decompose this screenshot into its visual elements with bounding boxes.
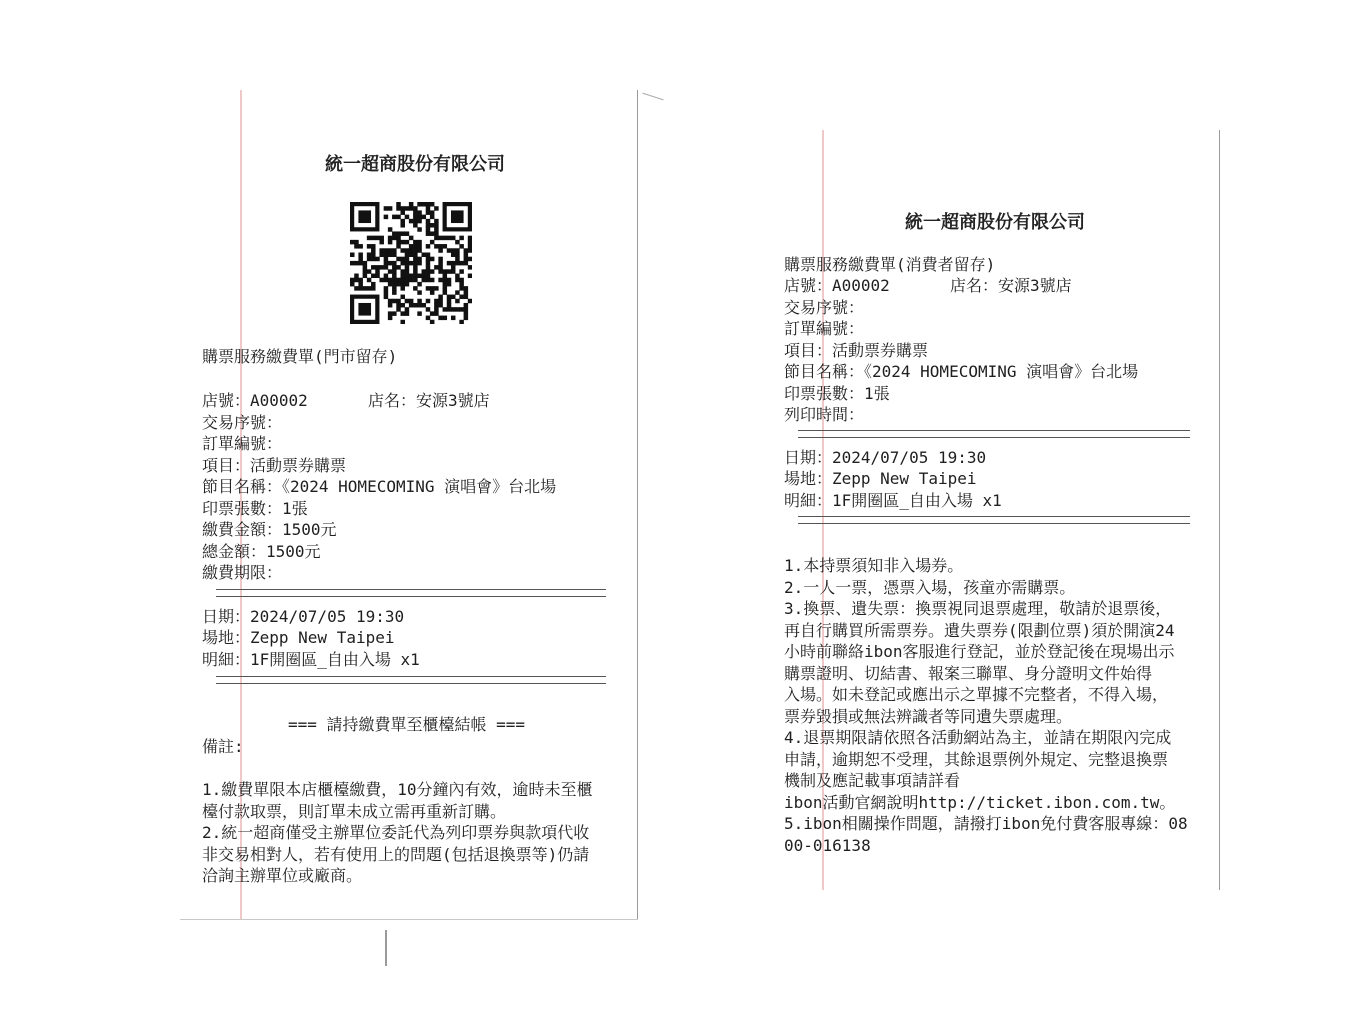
notice-line: 2.一人一票，憑票入場，孩童亦需購票。 xyxy=(784,577,1076,597)
event-venue: 場地：Zepp New Taipei xyxy=(202,628,395,647)
notice-line: ibon活動官網說明http://ticket.ibon.com.tw。 xyxy=(784,792,1176,812)
qr-code xyxy=(350,202,472,324)
checkout-instruction: === 請持繳費單至櫃檯結帳 === xyxy=(288,715,526,734)
notice-line: 申請，逾期恕不受理，其餘退票例外規定、完整退換票 xyxy=(784,749,1169,769)
notice-line: 機制及應記載事項請詳看 xyxy=(784,771,961,790)
event-detail: 明細：1F開圈區_自由入場 x1 xyxy=(202,650,420,669)
note-line: 洽詢主辦單位或廠商。 xyxy=(202,866,363,885)
store-number: 店號：A00002 xyxy=(784,276,890,295)
field-payment-deadline: 繳費期限： xyxy=(202,563,283,582)
store-name: 店名：安源3號店 xyxy=(368,391,490,410)
store-number: 店號：A00002 xyxy=(202,391,308,410)
notice-line: 00-016138 xyxy=(784,835,871,855)
doc-title: 購票服務繳費單(消費者留存) xyxy=(784,255,996,274)
doc-title: 購票服務繳費單(門市留存) xyxy=(202,347,398,366)
notice-line: 小時前聯絡ibon客服進行登記，並於登記後在現場出示 xyxy=(784,642,1175,661)
notice-line: 5.ibon相關操作問題，請撥打ibon免付費客服專線：08 xyxy=(784,814,1188,833)
notice-line: 入場。如未登記或應出示之單據不完整者，不得入場， xyxy=(784,685,1169,704)
receipt-customer-copy xyxy=(760,130,1222,890)
field-item: 項目：活動票券購票 xyxy=(784,341,929,360)
event-venue: 場地：Zepp New Taipei xyxy=(784,469,977,488)
event-date: 日期：2024/07/05 19:30 xyxy=(784,448,987,467)
notice-line: 票券毀損或無法辨識者等同遺失票處理。 xyxy=(784,706,1073,726)
divider xyxy=(798,516,1190,524)
remarks-label: 備註: xyxy=(202,737,244,756)
notice-line: 購票證明、切結書、報案三聯單、身分證明文件始得 xyxy=(784,663,1153,683)
paper-edge xyxy=(637,90,638,920)
scan-mark xyxy=(385,930,387,966)
field-payment-amount: 繳費金額：1500元 xyxy=(202,520,337,539)
receipt-store-copy xyxy=(180,90,638,920)
paper-edge-bottom xyxy=(180,919,638,920)
field-program-name: 節目名稱：《2024 HOMECOMING 演唱會》台北場 xyxy=(784,362,1139,381)
scan-mark xyxy=(642,93,663,101)
paper-edge xyxy=(1219,130,1220,890)
field-order-no: 訂單編號： xyxy=(784,319,865,338)
company-name: 統一超商股份有限公司 xyxy=(905,212,1085,233)
event-date: 日期：2024/07/05 19:30 xyxy=(202,607,405,626)
notice-line: 3.換票、遺失票：換票視同退票處理，敬請於退票後， xyxy=(784,599,1172,618)
field-ticket-count: 印票張數：1張 xyxy=(784,384,890,403)
store-name: 店名：安源3號店 xyxy=(950,276,1072,295)
ticket-notice-block xyxy=(784,555,1188,856)
divider xyxy=(216,676,606,684)
field-transaction-no: 交易序號： xyxy=(202,413,283,432)
field-transaction-no: 交易序號： xyxy=(784,298,865,317)
notice-line: 1.本持票須知非入場券。 xyxy=(784,556,964,575)
field-print-time: 列印時間： xyxy=(784,405,865,424)
event-detail: 明細：1F開圈區_自由入場 x1 xyxy=(784,491,1002,510)
field-item: 項目：活動票券購票 xyxy=(202,456,347,475)
divider xyxy=(216,589,606,597)
field-total-amount: 總金額：1500元 xyxy=(202,542,321,561)
company-name: 統一超商股份有限公司 xyxy=(325,154,505,175)
field-program-name: 節目名稱：《2024 HOMECOMING 演唱會》台北場 xyxy=(202,477,557,496)
note-line: 2.統一超商僅受主辦單位委託代為列印票券與款項代收 xyxy=(202,823,590,842)
divider xyxy=(798,430,1190,438)
note-line: 非交易相對人，若有使用上的問題(包括退換票等)仍請 xyxy=(202,844,590,864)
note-line: 檯付款取票，則訂單未成立需再重新訂購。 xyxy=(202,801,507,821)
field-ticket-count: 印票張數：1張 xyxy=(202,499,308,518)
notice-line: 再自行購買所需票券。遺失票券(限劃位票)須於開演24 xyxy=(784,620,1175,640)
note-line: 1.繳費單限本店櫃檯繳費，10分鐘內有效，逾時未至櫃 xyxy=(202,780,593,799)
notice-line: 4.退票期限請依照各活動網站為主，並請在期限內完成 xyxy=(784,728,1172,747)
field-order-no: 訂單編號： xyxy=(202,434,283,453)
notes-block xyxy=(202,779,593,887)
